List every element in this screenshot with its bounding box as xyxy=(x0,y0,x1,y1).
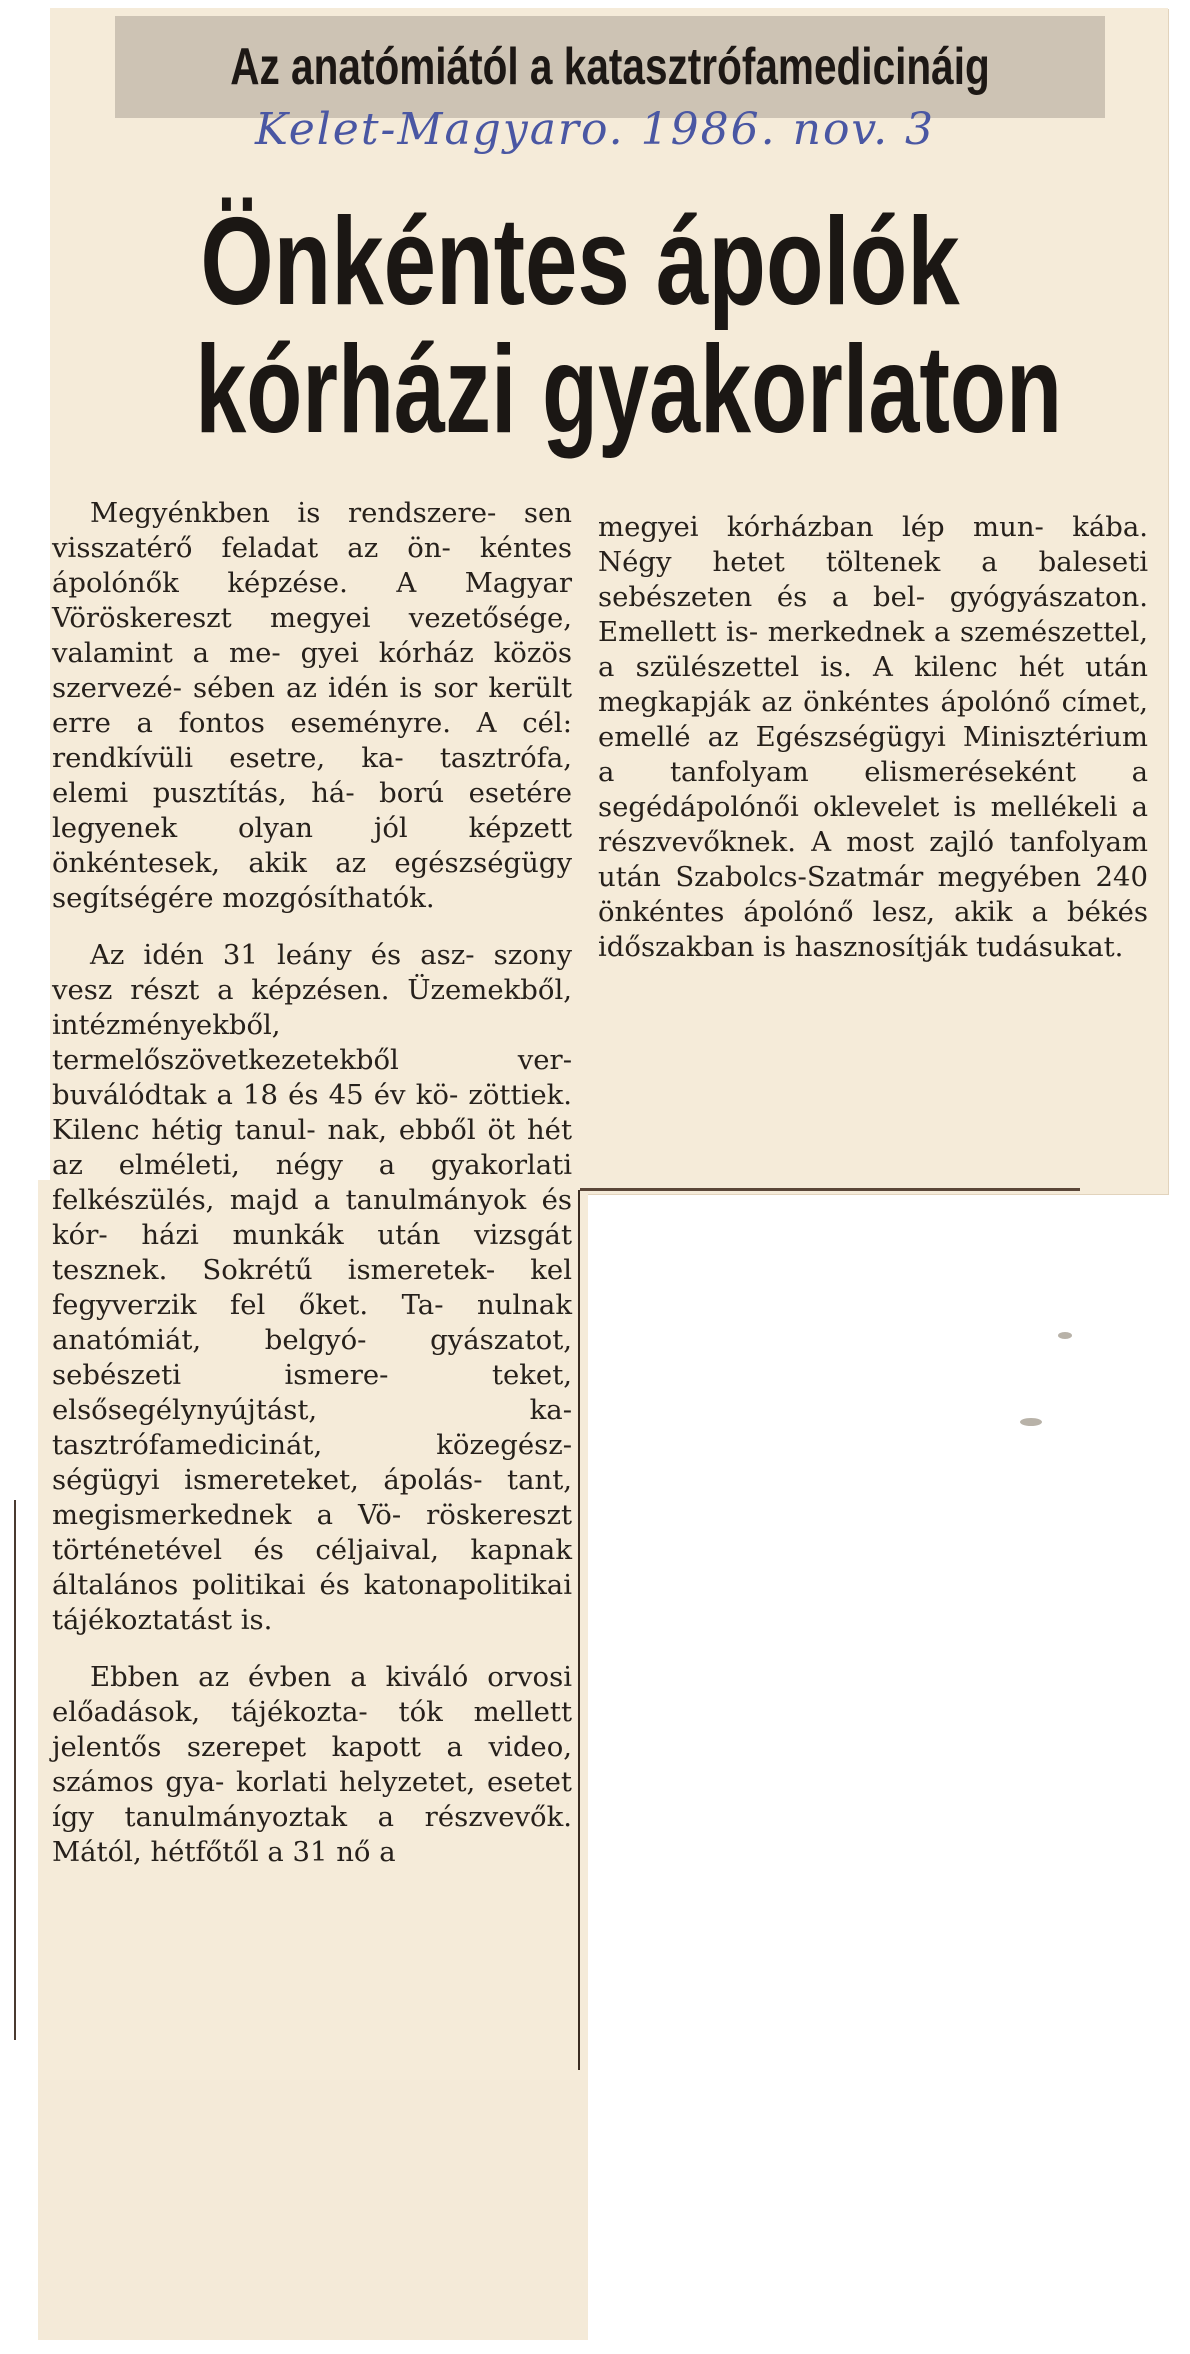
kicker: Az anatómiától a katasztrófamedicináig xyxy=(230,38,990,96)
paragraph: Megyénkben is rendszere- sen visszatérő feladat az ön- kéntes ápolónők képzése. A Magyar Vöröskereszt megyei vezetősége, valamint a me- gyei kórház közös szervezé- sében az idén is sor került erre a fontos eseményre. A cél: rendkívüli esetre, ka- tasztrófa, elemi pusztítás, há- ború esetére legyenek olyan jól képzett önkéntesek, akik az egészségügy segítségére mozgósíthatók. xyxy=(52,497,572,914)
paragraph: Ebben az évben a kiváló orvosi előadások, tájékozta- tók mellett jelentős szerepet kapott a video, számos gya- korlati helyzetet, esetet így tanulmányoztak a részvevők. Mától, hétfőtől a 31 nő a xyxy=(52,1661,572,1868)
headline-line-1: Önkéntes ápolók xyxy=(200,193,960,331)
paper-speck xyxy=(1058,1332,1072,1339)
left-edge-rule xyxy=(14,1500,16,2040)
left-column xyxy=(52,496,572,1870)
paper-speck xyxy=(1020,1418,1042,1426)
headline xyxy=(60,193,1100,459)
clipping-paper-bottom xyxy=(38,2080,588,2340)
right-column xyxy=(598,510,1148,965)
paragraph: megyei kórházban lép mun- kába. Négy hetet töltenek a baleseti sebészeten és a bel- gyógyászaton. Emellett is- merkednek a szemészettel, a szülészettel is. A kilenc hét után megkapják az önkéntes ápolónő címet, emellé az Egészségügyi Minisztérium a tanfolyam elismeréseként a segédápolónői oklevelet is mellékeli a részvevőknek. A most zajló tanfolyam után Szabolcs-Szatmár megyében 240 önkéntes ápolónő lesz, akik a békés időszakban is hasznosítják tudásukat. xyxy=(598,511,1148,963)
headline-line-2: kórházi gyakorlaton xyxy=(195,321,1063,459)
handwritten-source-note: Kelet-Magyaro. 1986. nov. 3 xyxy=(255,104,936,155)
column-cut-rule-horizontal xyxy=(580,1188,1080,1191)
paragraph: Az idén 31 leány és asz- szony vesz részt a képzésen. Üzemekből, intézményekből, termelőszövetkezetekből ver- buválódtak a 18 és 45 év kö- zöttiek. Kilenc hétig tanul- nak, ebből öt hét az elméleti, négy a gyakorlati felkészülés, majd a tanulmányok és kór- házi munkák után vizsgát tesznek. Sokrétű ismeretek- kel fegyverzik fel őket. Ta- nulnak anatómiát, belgyó- gyászatot, sebészeti ismere- teket, elsősegélynyújtást, ka- tasztrófamedicinát, közegész- ségügyi ismereteket, ápolás- tant, megismerkednek a Vö- röskereszt történetével és céljaival, kapnak általános politikai és katonapolitikai tájékoztatást is. xyxy=(52,939,572,1636)
column-cut-rule-vertical xyxy=(578,1190,580,2070)
